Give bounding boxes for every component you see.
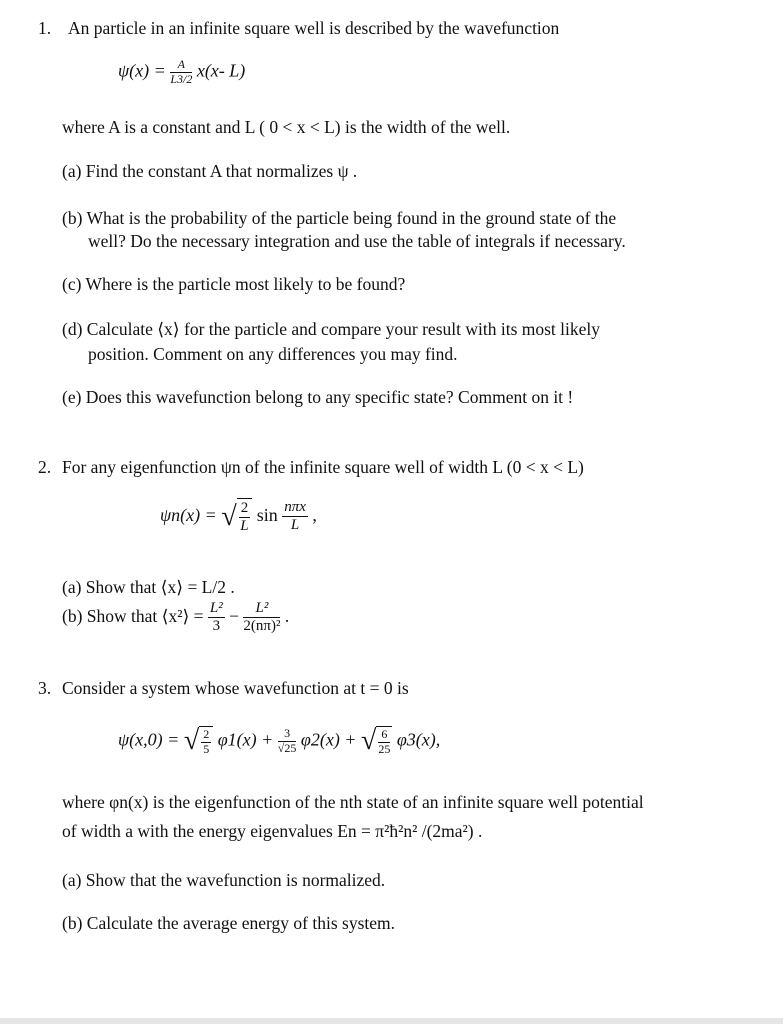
q2-part-a: (a) Show that ⟨x⟩ = L/2 . [62, 577, 235, 597]
q3-part-a: (a) Show that the wavefunction is normalized. [62, 870, 386, 890]
q2-part-b [62, 600, 289, 636]
q2-number: 2. [38, 457, 52, 477]
q2-eq-frac-den: L [290, 517, 300, 534]
q1-number: 1. [38, 18, 52, 38]
q1-eq-lhs: ψ(x) = [118, 60, 166, 81]
q3-eq-c3-den: 25 [378, 741, 391, 756]
q3-eq-coef1: √ $\frac{2}{5}$ [184, 726, 213, 757]
q2-eq-sqrt: √ $\frac{2}{L}$ [221, 498, 252, 536]
q3-eq-c2-den: √25 [277, 740, 297, 755]
q1-part-e: (e) Does this wavefunction belong to any specific state? Comment on it ! [62, 387, 574, 407]
page-bottom-edge [0, 1018, 783, 1024]
q2-part-b-frac1 [208, 600, 225, 636]
q2-part-b-label: (b) Show that ⟨x²⟩ = [62, 605, 204, 626]
q2-eq-fraction [282, 499, 308, 535]
q2-part-b-minus: − [229, 605, 240, 626]
q1-equation [118, 58, 245, 87]
q2-part-b-num1: L² [208, 600, 225, 618]
q2-part-b-num2: L² [243, 600, 280, 618]
q1-part-b-line1: (b) What is the probability of the particle being found in the ground state of the [62, 208, 617, 228]
q1-where: where A is a constant and L ( 0 < x < L) is the width of the well. [62, 117, 511, 137]
q1-part-d-line1: (d) Calculate ⟨x⟩ for the particle and compare your result with its most likely [62, 319, 601, 339]
q3-eq-coef2 [278, 727, 297, 756]
q3-eq-lhs: ψ(x,0) = [118, 729, 180, 750]
q1-part-c: (c) Where is the particle most likely to be found? [62, 274, 406, 294]
q3-eq-c1-num: 2 [203, 727, 210, 741]
q1-eq-fraction [170, 58, 192, 87]
q2-equation [160, 498, 317, 536]
q3-number: 3. [38, 678, 52, 698]
q3-intro: Consider a system whose wavefunction at t = 0 is [62, 678, 409, 698]
q1-eq-rhs: x(x- L) [196, 60, 246, 81]
q3-where-line2: of width a with the energy eigenvalues En = π²ħ²n² /(2ma²) . [62, 821, 483, 841]
q3-where-line1: where φn(x) is the eigenfunction of the nth state of an infinite square well potential [62, 792, 644, 812]
q1-part-a: (a) Find the constant A that normalizes ψ . [62, 161, 358, 181]
q2-eq-sqrt-num: 2 [239, 500, 251, 518]
q1-eq-den: L3/2 [170, 71, 193, 86]
q1-eq-num: A [170, 58, 192, 73]
q2-eq-frac-num: nπx [282, 499, 308, 517]
q2-part-b-den2: 2(nπ)² [243, 618, 281, 635]
q3-eq-c2-num: 3 [278, 727, 297, 742]
q2-intro: For any eigenfunction ψn of the infinite square well of width L (0 < x < L) [62, 457, 584, 477]
q3-eq-term2: φ2(x) + [300, 729, 357, 750]
q2-eq-sqrt-den: L [240, 518, 249, 535]
q3-equation [118, 726, 440, 757]
q3-eq-coef3: √ $\frac{6}{25}$ [360, 725, 391, 757]
q2-eq-end: , [312, 504, 317, 525]
q1-part-d-line2: position. Comment on any differences you may find. [88, 344, 458, 364]
q1-intro: An particle in an infinite square well is described by the wavefunction [68, 18, 560, 38]
q2-part-b-frac2 [243, 600, 280, 636]
q2-eq-lhs: ψn(x) = [160, 504, 217, 525]
q2-eq-sin: sin [256, 504, 278, 525]
q3-part-b: (b) Calculate the average energy of this system. [62, 913, 396, 933]
q1-part-b-line2: well? Do the necessary integration and use the table of integrals if necessary. [88, 231, 626, 251]
q3-eq-c3-num: 6 [378, 728, 390, 743]
q3-eq-term3: φ3(x), [396, 729, 441, 750]
q3-eq-term1: φ1(x) + [217, 729, 274, 750]
q2-part-b-end: . [284, 605, 290, 626]
q2-part-b-den1: 3 [212, 618, 221, 635]
q3-eq-c1-den: 5 [203, 741, 210, 756]
